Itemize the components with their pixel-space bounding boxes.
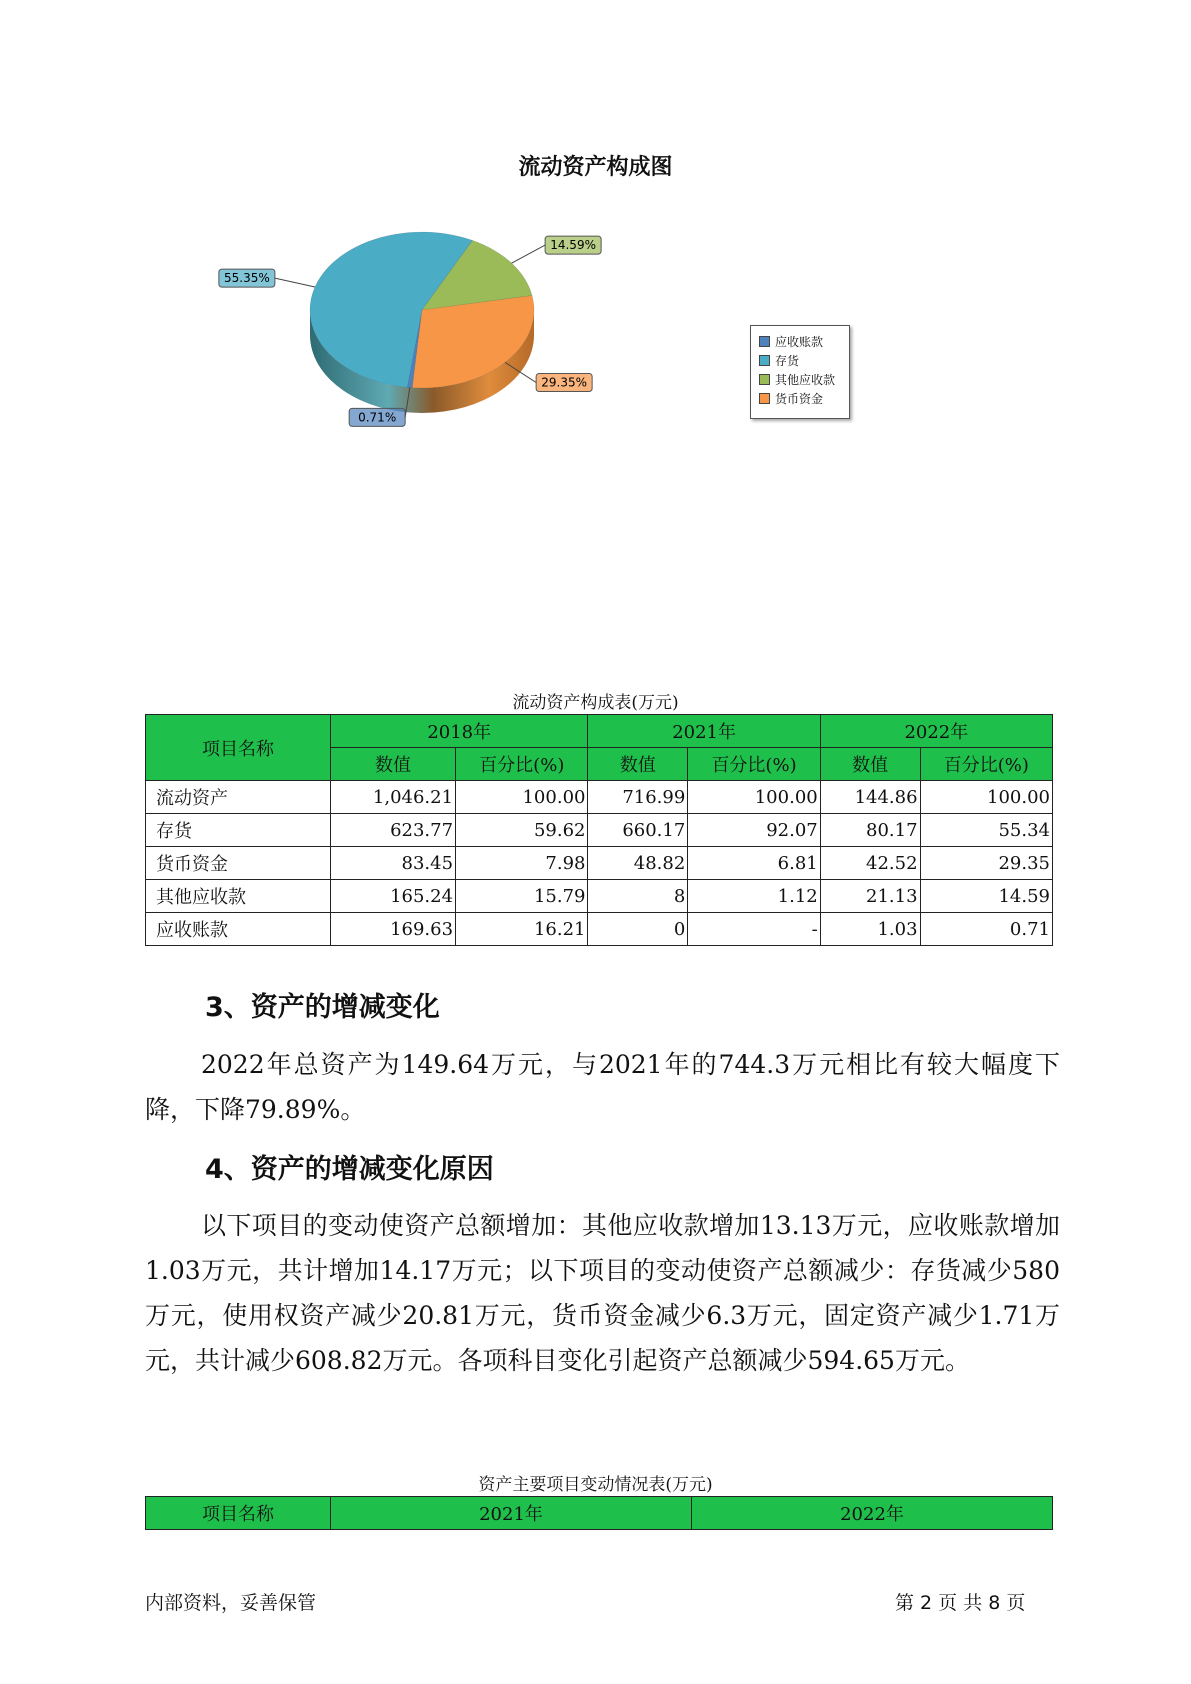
row-name: 流动资产 [146, 781, 331, 814]
cell: 14.59 [920, 880, 1052, 913]
cell: 42.52 [820, 847, 920, 880]
table-header-year: 2021年 [588, 715, 820, 748]
table-subheader: 数值 [331, 748, 456, 781]
cell: 21.13 [820, 880, 920, 913]
table-row [146, 814, 1053, 847]
legend-swatch [759, 393, 770, 404]
cell: - [688, 913, 820, 946]
table-row [146, 847, 1053, 880]
table-header-year: 2022年 [692, 1497, 1053, 1530]
table-row [146, 913, 1053, 946]
legend-swatch [759, 336, 770, 347]
section4-heading: 4、资产的增减变化原因 [205, 1154, 494, 1185]
slice-data-label: 0.71% [358, 410, 397, 425]
callout-line [275, 278, 315, 287]
cell: 7.98 [456, 847, 588, 880]
table-header-year: 2022年 [820, 715, 1052, 748]
row-name: 存货 [146, 814, 331, 847]
section4-paragraph: 以下项目的变动使资产总额增加：其他应收款增加13.13万元，应收账款增加1.03万元，共计增加14.17万元；以下项目的变动使资产总额减少：存货减少580万元，使用权资产减少20.81万元，货币资金减少6.3万元，固定资产减少1.71万元，共计减少608.82万元。各项科目变化引起资产总额减少594.65万元。 [145, 1211, 1060, 1375]
cell: 169.63 [331, 913, 456, 946]
cell: 1,046.21 [331, 781, 456, 814]
cell: 165.24 [331, 880, 456, 913]
cell: 15.79 [456, 880, 588, 913]
table-row [146, 880, 1053, 913]
table-subheader: 数值 [820, 748, 920, 781]
table1-caption: 流动资产构成表(万元) [512, 693, 679, 713]
table2-caption: 资产主要项目变动情况表(万元) [478, 1475, 713, 1495]
pie-slices [310, 232, 534, 388]
legend-swatch [759, 374, 770, 385]
cell: 144.86 [820, 781, 920, 814]
current-assets-table [145, 714, 1053, 946]
legend-item [759, 351, 849, 370]
legend-item [759, 389, 849, 408]
cell: 48.82 [588, 847, 688, 880]
footer-confidential: 内部资料，妥善保管 [145, 1592, 317, 1614]
pie-chart [200, 225, 620, 475]
cell: 100.00 [456, 781, 588, 814]
table-subheader: 数值 [588, 748, 688, 781]
cell: 92.07 [688, 814, 820, 847]
cell: 100.00 [920, 781, 1052, 814]
legend-item [759, 370, 849, 389]
table-subheader: 百分比(%) [456, 748, 588, 781]
cell: 55.34 [920, 814, 1052, 847]
cell: 6.81 [688, 847, 820, 880]
cell: 660.17 [588, 814, 688, 847]
table-subheader: 百分比(%) [920, 748, 1052, 781]
chart-legend [750, 325, 850, 419]
legend-label: 货币资金 [775, 392, 824, 406]
section3-paragraph: 2022年总资产为149.64万元，与2021年的744.3万元相比有较大幅度下降，下降79.89%。 [145, 1050, 1060, 1124]
callout-line [512, 245, 546, 263]
cell: 623.77 [331, 814, 456, 847]
cell: 0.71 [920, 913, 1052, 946]
table-header-year: 2018年 [331, 715, 588, 748]
row-name: 货币资金 [146, 847, 331, 880]
row-name: 其他应收款 [146, 880, 331, 913]
cell: 83.45 [331, 847, 456, 880]
footer-page-number: 第 2 页 共 8 页 [895, 1592, 1026, 1614]
chart-title: 流动资产构成图 [518, 155, 673, 180]
table-row [146, 781, 1053, 814]
cell: 8 [588, 880, 688, 913]
section3-heading: 3、资产的增减变化 [205, 992, 440, 1023]
slice-data-label: 55.35% [223, 271, 270, 286]
cell: 59.62 [456, 814, 588, 847]
legend-label: 存货 [775, 354, 800, 368]
legend-swatch [759, 355, 770, 366]
legend-item [759, 332, 849, 351]
cell: 80.17 [820, 814, 920, 847]
cell: 16.21 [456, 913, 588, 946]
cell: 716.99 [588, 781, 688, 814]
cell: 1.03 [820, 913, 920, 946]
legend-label: 其他应收款 [775, 373, 836, 387]
row-name: 应收账款 [146, 913, 331, 946]
slice-data-label: 29.35% [541, 375, 588, 390]
slice-data-label: 14.59% [550, 238, 596, 253]
table-header-year: 2021年 [331, 1497, 692, 1530]
table-header-name: 项目名称 [146, 715, 331, 781]
cell: 0 [588, 913, 688, 946]
table-subheader: 百分比(%) [688, 748, 820, 781]
cell: 29.35 [920, 847, 1052, 880]
cell: 100.00 [688, 781, 820, 814]
asset-change-table [145, 1496, 1053, 1530]
table-header-name: 项目名称 [146, 1497, 331, 1530]
legend-label: 应收账款 [775, 335, 824, 349]
cell: 1.12 [688, 880, 820, 913]
